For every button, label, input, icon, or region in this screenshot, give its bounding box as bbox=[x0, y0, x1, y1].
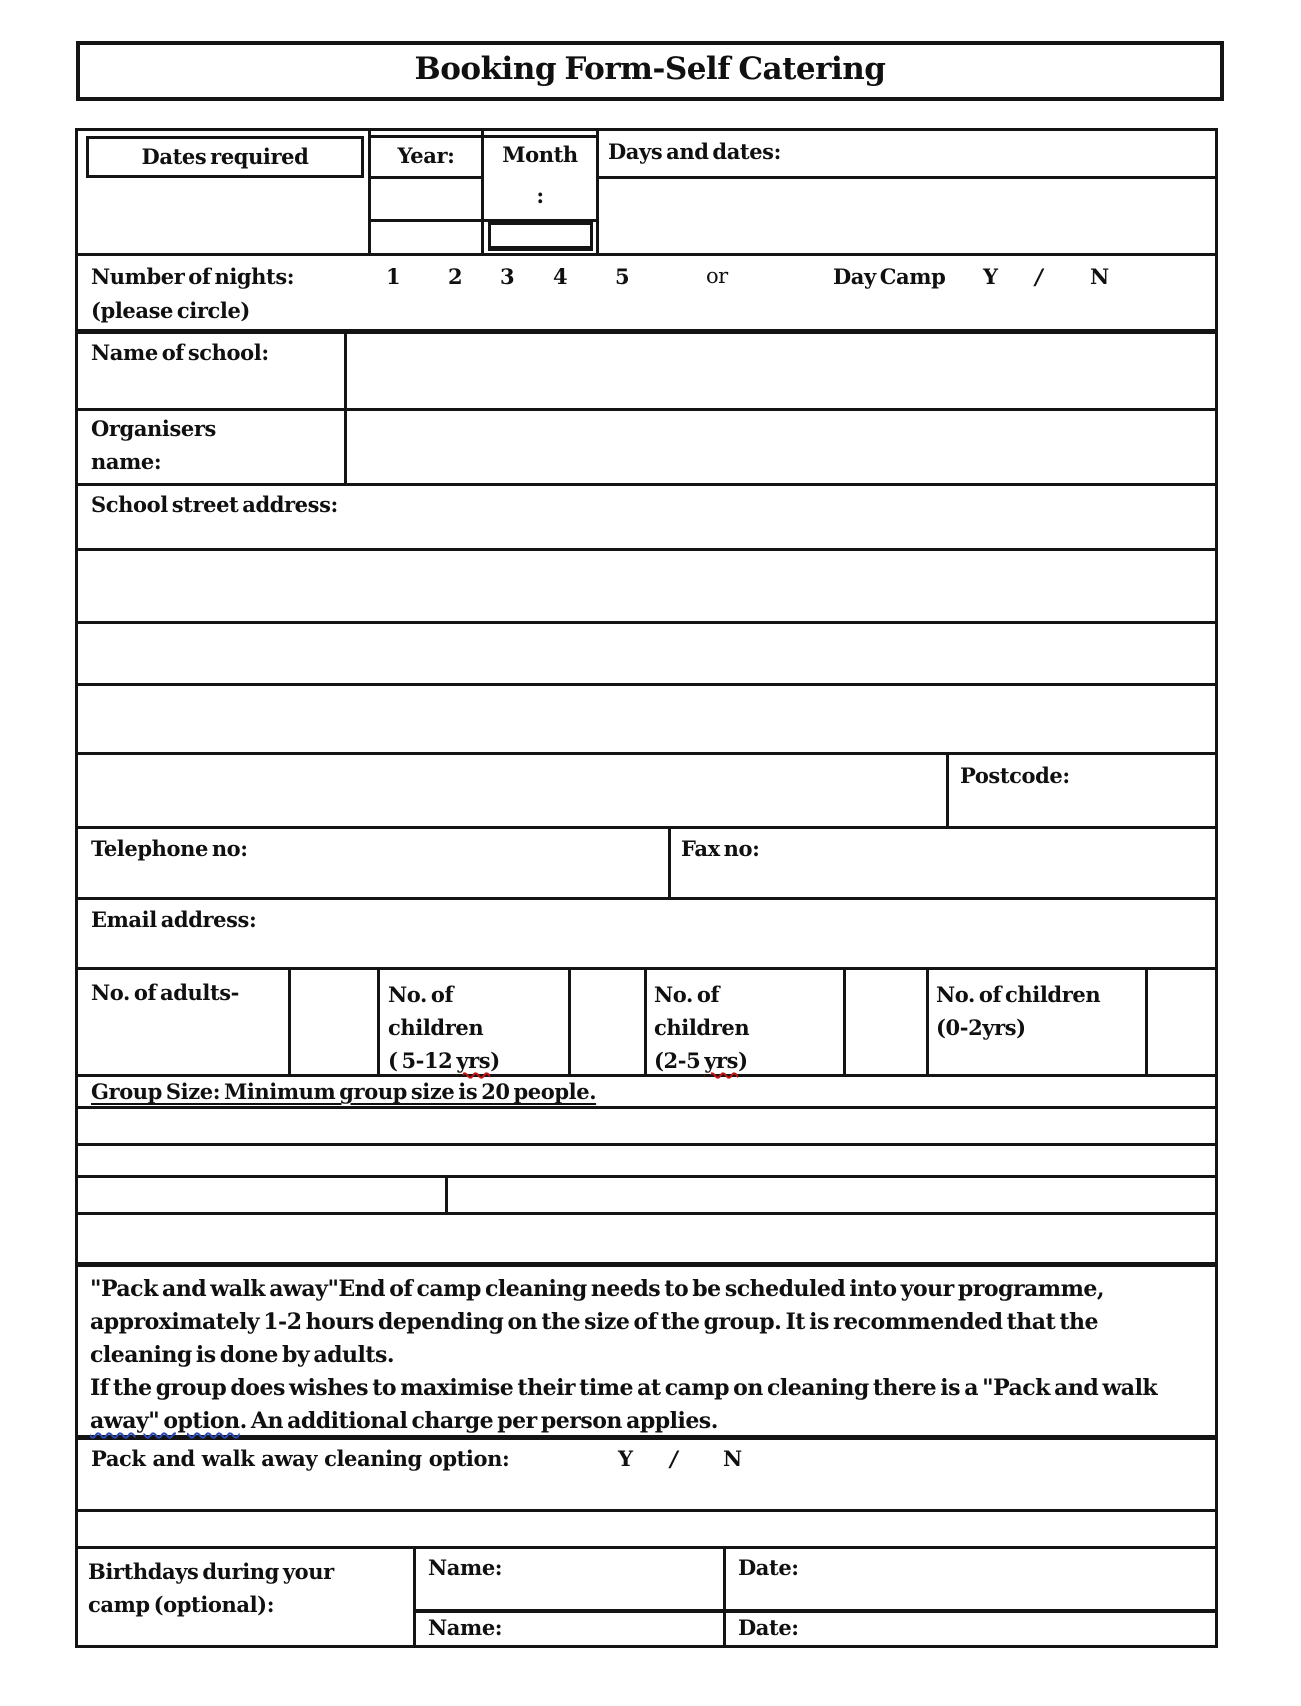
postcode-input[interactable] bbox=[1078, 755, 1215, 826]
children-2-5-line1: No. of bbox=[654, 982, 720, 1007]
group-size-cell-input[interactable] bbox=[448, 1178, 1215, 1212]
year-header-box bbox=[368, 135, 484, 179]
birthdays-label bbox=[88, 1555, 403, 1621]
form-title: Booking Form-Self Catering bbox=[414, 51, 886, 87]
divider bbox=[668, 829, 671, 897]
divider bbox=[377, 970, 380, 1074]
divider bbox=[644, 970, 647, 1074]
day-camp-yes[interactable]: Y bbox=[983, 264, 998, 289]
cleaning-option-row bbox=[78, 1440, 1215, 1512]
year-input-box-2[interactable] bbox=[371, 225, 481, 253]
school-name-input[interactable] bbox=[347, 334, 1215, 408]
nights-label: Number of nights: bbox=[91, 264, 295, 289]
booking-form-table bbox=[75, 128, 1218, 1648]
organisers-label-line2: name: bbox=[91, 449, 162, 474]
children-0-2-line2: (0-2yrs) bbox=[936, 1015, 1026, 1040]
postcode-row bbox=[78, 755, 1215, 829]
cleaning-option-no[interactable]: N bbox=[723, 1446, 742, 1471]
nights-option-5[interactable]: 5 bbox=[615, 264, 630, 289]
birthday-name-input-1[interactable] bbox=[518, 1549, 723, 1609]
cleaning-option-slash: / bbox=[670, 1446, 678, 1471]
telephone-input[interactable] bbox=[278, 829, 666, 897]
nights-option-4[interactable]: 4 bbox=[553, 264, 568, 289]
street-address-label: School street address: bbox=[91, 492, 338, 517]
children-5-12-line3b: ) bbox=[490, 1048, 500, 1073]
school-name-label: Name of school: bbox=[91, 340, 269, 365]
birthdays-label-line2: camp (optional): bbox=[88, 1592, 275, 1617]
pack-paragraph-row bbox=[78, 1267, 1215, 1440]
organisers-name-input[interactable] bbox=[347, 411, 1215, 483]
children-2-5-input[interactable] bbox=[846, 970, 926, 1074]
adults-count-label: No. of adults- bbox=[91, 980, 239, 1005]
pack-paragraph-text3: . An additional charge per person applies. bbox=[239, 1408, 718, 1434]
nights-option-3[interactable]: 3 bbox=[500, 264, 515, 289]
counts-row bbox=[78, 970, 1215, 1077]
form-title-box bbox=[76, 41, 1224, 101]
group-size-label bbox=[91, 1079, 596, 1104]
month-header-box bbox=[481, 135, 599, 222]
month-input-box[interactable] bbox=[488, 222, 593, 251]
divider bbox=[413, 1549, 416, 1645]
pack-paragraph bbox=[90, 1273, 1201, 1438]
dates-required-header-box bbox=[86, 136, 364, 178]
birthday-date-label-2: Date: bbox=[738, 1615, 799, 1640]
year-input-box[interactable] bbox=[368, 176, 484, 222]
children-0-2-label bbox=[936, 978, 1141, 1044]
birthdays-row bbox=[78, 1549, 1215, 1645]
children-2-5-yrs: yrs bbox=[704, 1048, 739, 1073]
dates-required-input[interactable] bbox=[86, 181, 364, 251]
children-5-12-line2: children bbox=[388, 1015, 484, 1040]
please-circle-hint: (please circle) bbox=[91, 298, 250, 323]
day-camp-slash: / bbox=[1035, 264, 1043, 289]
days-dates-header-cell bbox=[596, 131, 1215, 179]
email-row bbox=[78, 900, 1215, 970]
email-label: Email address: bbox=[91, 907, 257, 932]
organisers-row bbox=[78, 411, 1215, 486]
dates-required-label: Dates required bbox=[141, 144, 309, 169]
days-dates-input[interactable] bbox=[599, 179, 1212, 253]
address-line-row[interactable] bbox=[78, 551, 1215, 624]
divider bbox=[946, 755, 949, 826]
group-size-cell-input[interactable] bbox=[78, 1178, 445, 1212]
blank-row[interactable] bbox=[78, 1512, 1215, 1549]
group-size-split-row bbox=[78, 1178, 1215, 1215]
children-0-2-input[interactable] bbox=[1148, 970, 1215, 1074]
school-name-row bbox=[78, 334, 1215, 411]
children-2-5-line2: children bbox=[654, 1015, 750, 1040]
children-2-5-label bbox=[654, 978, 839, 1077]
group-size-blank-row[interactable] bbox=[78, 1215, 1215, 1267]
birthday-name-input-2[interactable] bbox=[518, 1613, 723, 1645]
street-address-input[interactable] bbox=[378, 486, 1215, 548]
birthday-name-label-1: Name: bbox=[428, 1555, 503, 1580]
pack-paragraph-text1: End of camp cleaning needs to be scheduled into your programme, approximately 1-2 hours depending on the size of the group. It is recommended that the cleaning is done by adults. bbox=[90, 1276, 1105, 1368]
children-5-12-yrs: yrs bbox=[456, 1048, 491, 1073]
birthday-date-input-1[interactable] bbox=[818, 1549, 1215, 1609]
fax-input[interactable] bbox=[778, 829, 1215, 897]
birthdays-label-line1: Birthdays during your bbox=[88, 1559, 334, 1584]
fax-label: Fax no: bbox=[681, 836, 760, 861]
birthday-date-input-2[interactable] bbox=[818, 1613, 1215, 1645]
birthday-name-label-2: Name: bbox=[428, 1615, 503, 1640]
days-dates-label: Days and dates: bbox=[608, 139, 781, 164]
nights-option-2[interactable]: 2 bbox=[448, 264, 463, 289]
group-size-blank-row[interactable] bbox=[78, 1146, 1215, 1178]
month-label: Month bbox=[502, 142, 578, 167]
nights-or-text: or bbox=[706, 264, 728, 288]
children-5-12-line1: No. of bbox=[388, 982, 454, 1007]
cleaning-option-label: Pack and walk away cleaning option: bbox=[91, 1446, 510, 1471]
group-size-bold: Group Size: bbox=[91, 1079, 221, 1104]
birthday-date-label-1: Date: bbox=[738, 1555, 799, 1580]
postcode-label: Postcode: bbox=[960, 763, 1070, 788]
children-5-12-input[interactable] bbox=[571, 970, 644, 1074]
email-input[interactable] bbox=[298, 900, 1215, 967]
group-size-row bbox=[78, 1077, 1215, 1109]
children-5-12-label bbox=[388, 978, 563, 1077]
address-line-row[interactable] bbox=[78, 624, 1215, 686]
children-2-5-line3a: (2-5 bbox=[654, 1048, 705, 1073]
nights-option-1[interactable]: 1 bbox=[386, 264, 401, 289]
year-label: Year: bbox=[397, 143, 455, 168]
adults-count-input[interactable] bbox=[291, 970, 377, 1074]
pack-paragraph-grammar-flag: away" option bbox=[90, 1408, 240, 1434]
address-line-row[interactable] bbox=[78, 686, 1215, 755]
month-colon: : bbox=[536, 183, 544, 208]
dates-header-row bbox=[78, 131, 1215, 256]
children-0-2-line1: No. of children bbox=[936, 982, 1101, 1007]
pack-intro-bold: "Pack and walk away" bbox=[90, 1276, 339, 1302]
children-2-5-line3b: ) bbox=[738, 1048, 748, 1073]
group-size-text: Minimum group size is 20 people. bbox=[220, 1079, 597, 1104]
telephone-fax-row bbox=[78, 829, 1215, 900]
divider bbox=[926, 970, 929, 1074]
nights-row bbox=[78, 256, 1215, 334]
pack-paragraph-text2: If the group does wishes to maximise their time at camp on cleaning there is a "Pack and walk bbox=[90, 1375, 1158, 1401]
address-line-input[interactable] bbox=[78, 755, 946, 826]
street-address-row bbox=[78, 486, 1215, 551]
group-size-blank-row[interactable] bbox=[78, 1109, 1215, 1146]
organisers-label-line1: Organisers bbox=[91, 416, 216, 441]
telephone-label: Telephone no: bbox=[91, 836, 248, 861]
day-camp-label: Day Camp bbox=[833, 264, 946, 289]
divider bbox=[723, 1549, 726, 1645]
cleaning-option-yes[interactable]: Y bbox=[618, 1446, 633, 1471]
day-camp-no[interactable]: N bbox=[1090, 264, 1109, 289]
children-5-12-line3a: ( 5-12 bbox=[388, 1048, 457, 1073]
